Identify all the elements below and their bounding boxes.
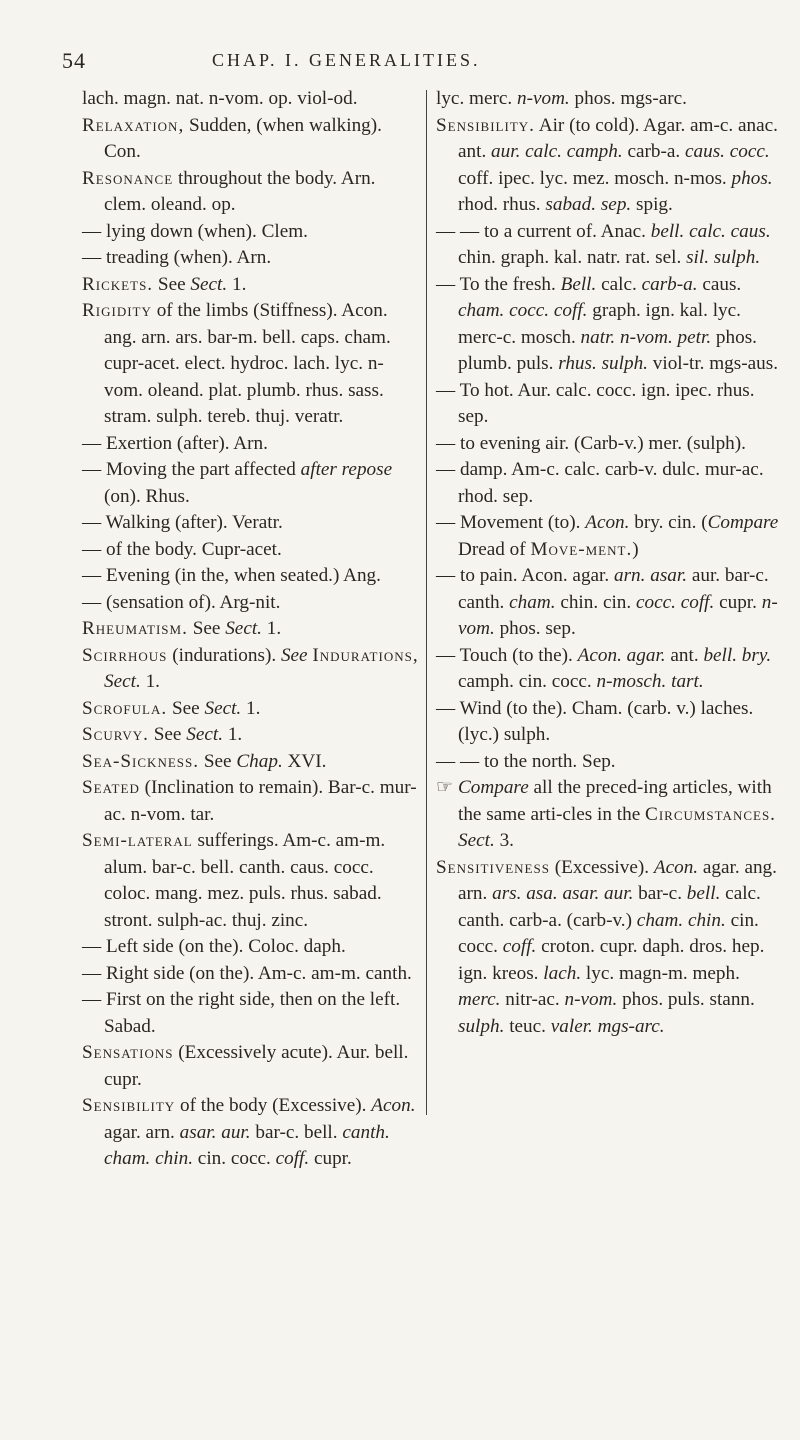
index-entry	[436, 457, 781, 510]
left-column	[82, 86, 422, 1173]
entry-text: merc.	[458, 989, 501, 1010]
entry-text: 3.	[494, 830, 514, 851]
entry-text: aur. bar-c. canth.	[458, 565, 769, 613]
entry-text: See	[148, 724, 187, 745]
entry-text: caus. cocc.	[685, 141, 770, 162]
page-number: 54	[62, 48, 86, 73]
entry-text: aur. calc. camph.	[491, 141, 623, 162]
entry-text: See	[280, 644, 308, 666]
index-entry	[82, 298, 422, 431]
entry-text: Sect.	[225, 618, 262, 639]
index-entry	[82, 166, 422, 219]
entry-heading: Move-ment.	[530, 538, 633, 560]
index-entry	[82, 696, 422, 723]
column-divider	[426, 90, 427, 1115]
entry-text: (indurations).	[167, 644, 281, 666]
entry-heading: Circumstances.	[645, 803, 776, 825]
entry-text: Sect.	[190, 273, 228, 295]
entry-text: rhod. rhus.	[458, 194, 546, 215]
entry-text: of the body (Excessive).	[175, 1095, 372, 1116]
index-entry	[436, 510, 781, 563]
index-entry	[82, 987, 422, 1040]
entry-text: phos. sep.	[494, 618, 576, 639]
entry-heading: Sensibility	[82, 1095, 176, 1116]
entry-text: Sect.	[458, 830, 495, 851]
index-entry	[82, 245, 422, 272]
entry-text: See	[153, 273, 191, 295]
index-entry	[436, 563, 781, 643]
entry-text: See	[187, 618, 226, 639]
index-entry	[82, 431, 422, 458]
entry-text: Compare	[707, 512, 779, 533]
entry-text: phos. plumb. puls.	[458, 326, 757, 374]
index-entry	[82, 219, 422, 246]
entry-text: Chap.	[236, 750, 283, 772]
entry-text: — treading (when). Arn.	[82, 247, 272, 268]
entry-text: bry. cin. (	[629, 512, 708, 533]
index-entry	[82, 590, 422, 617]
entry-heading: Resonance	[82, 167, 174, 189]
index-entry	[436, 749, 781, 776]
entry-text: Acon.	[371, 1095, 416, 1116]
entry-text: teuc.	[504, 1015, 551, 1037]
entry-text: — To the fresh.	[436, 273, 561, 295]
entry-text: (on). Rhus.	[104, 485, 190, 507]
entry-text: asar. aur.	[179, 1121, 251, 1143]
entry-text: carb-a.	[622, 141, 685, 162]
entry-text: nitr-ac.	[500, 989, 565, 1010]
entry-text: — damp. Am-c. calc. carb-v. dulc. mur-ac. rhod. sep.	[436, 459, 764, 507]
entry-text: coff.	[502, 936, 537, 957]
entry-text: — Wind (to the). Cham. (carb. v.) laches. (lyc.) sulph.	[436, 697, 754, 745]
entry-heading: Seated	[82, 777, 140, 798]
index-entry	[436, 113, 781, 219]
entry-text: phos. mgs-arc.	[569, 88, 687, 109]
entry-text: cham.	[509, 591, 556, 613]
entry-text: agar. arn.	[104, 1121, 180, 1143]
entry-heading: Rickets.	[82, 273, 154, 295]
entry-text: — First on the right side, then on the left. Sabad.	[82, 989, 401, 1037]
entry-text: Acon.	[653, 856, 699, 878]
entry-text: calc.	[596, 273, 642, 295]
entry-text: — Evening (in the, when seated.) Ang.	[82, 565, 381, 586]
entry-text: 1.	[227, 273, 247, 295]
entry-text: of the limbs (Stiffness). Acon. ang. arn. ars. bar-m. bell. caps. cham. cupr-acet. elect. hydroc. lach. lyc. n-vom. oleand. plat. plumb. rhus. sass. stram. sulph. tereb. thuj. veratr.	[104, 300, 391, 427]
entry-text: Sect.	[204, 697, 242, 719]
entry-text: bar-c. bell.	[250, 1121, 343, 1143]
entry-text: — — to the north. Sep.	[436, 750, 616, 772]
index-entry	[82, 563, 422, 590]
index-entry	[82, 1040, 422, 1093]
entry-text: — Touch (to the).	[436, 644, 578, 666]
entry-text: phos.	[731, 167, 773, 189]
entry-text: Compare	[458, 777, 529, 798]
entry-text: Sect.	[104, 671, 141, 692]
index-entry	[436, 86, 781, 113]
entry-heading: Sensitiveness	[436, 856, 550, 878]
entry-text: sufferings. Am-c. am-m. alum. bar-c. bell. canth. caus. cocc. coloc. mang. mez. puls. rhus. sabad. stront. sulph-ac. thuj. zinc.	[104, 830, 386, 931]
index-entry	[82, 828, 422, 934]
entry-text: (Inclination to remain). Bar-c. mur-ac. n-vom. tar.	[104, 777, 417, 825]
entry-text: agar. ang. arn.	[458, 856, 777, 904]
index-entry	[82, 113, 422, 166]
index-entry	[436, 696, 781, 749]
index-entry	[436, 855, 781, 1041]
entry-text: sabad. sep.	[545, 194, 632, 215]
index-entry	[82, 510, 422, 537]
entry-text: Bell.	[560, 273, 597, 295]
entry-heading: Relaxation,	[82, 114, 185, 136]
entry-text: — Right side (on the). Am-c. am-m. canth.	[82, 962, 412, 984]
entry-heading: Scurvy.	[82, 724, 149, 745]
entry-text: — to pain. Acon. agar.	[436, 565, 614, 586]
entry-text: carb-a.	[641, 273, 698, 295]
entry-text: — to evening air. (Carb-v.) mer. (sulph).	[436, 432, 746, 454]
entry-text: bell. bry.	[703, 644, 772, 666]
index-entry	[436, 272, 781, 378]
entry-text: caus.	[697, 273, 742, 295]
entry-text: n-mosch. tart.	[596, 671, 704, 692]
entry-text: coff. ipec. lyc. mez. mosch. n-mos.	[458, 167, 732, 189]
entry-text: 1.	[223, 724, 243, 745]
entry-text: cupr.	[309, 1148, 352, 1169]
entry-text: See	[167, 697, 205, 719]
index-entry	[82, 1093, 422, 1173]
entry-text: lyc. magn-m. meph.	[581, 962, 740, 984]
entry-text: n-vom.	[458, 591, 778, 639]
entry-text: calc. canth. carb-a. (carb-v.)	[458, 883, 761, 931]
index-entry	[436, 378, 781, 431]
entry-text: — lying down (when). Clem.	[82, 220, 308, 242]
entry-text: (Excessive).	[549, 856, 654, 878]
entry-heading: Sea-Sickness.	[82, 750, 200, 772]
entry-text: 1.	[261, 618, 282, 639]
entry-text: — of the body. Cupr-acet.	[82, 538, 282, 560]
entry-text: — Left side (on the). Coloc. daph.	[82, 936, 346, 957]
entry-text: phos. puls. stann.	[617, 989, 755, 1010]
entry-text: n-vom.	[564, 989, 618, 1010]
entry-text: bar-c.	[633, 883, 687, 904]
entry-text: arn. asar.	[613, 565, 688, 586]
index-entry	[436, 431, 781, 458]
entry-text: XVI.	[282, 750, 327, 772]
entry-text: throughout the body. Arn. clem. oleand. op.	[104, 167, 376, 215]
index-entry	[82, 537, 422, 564]
entry-text: n-vom.	[516, 88, 570, 109]
entry-text: spig.	[631, 194, 673, 215]
entry-text: chin. graph. kal. natr. rat. sel.	[458, 247, 687, 268]
running-head: CHAP. I. GENERALITIES.	[212, 50, 481, 70]
entry-heading: Sensibility.	[436, 114, 535, 136]
entry-heading: Semi-lateral	[82, 830, 193, 851]
page-header	[62, 34, 762, 74]
entry-heading: Rigidity	[82, 300, 152, 321]
entry-text: cocc. coff.	[635, 591, 715, 613]
entry-text: croton. cupr. daph. dros. hep. ign. kreos.	[458, 936, 765, 984]
entry-text: Air (to cold). Agar. am-c. anac. ant.	[458, 114, 778, 162]
entry-text: Acon.	[585, 512, 630, 533]
entry-text: ant.	[665, 644, 704, 666]
entry-text: — Moving the part affected	[82, 459, 301, 480]
index-entry	[82, 775, 422, 828]
entry-text: See	[199, 750, 237, 772]
entry-text: ars. asa. asar. aur.	[492, 883, 634, 904]
entry-text: cham. chin.	[636, 909, 726, 931]
entry-text: all the preced-ing articles, with the same arti-cles in the	[458, 777, 772, 825]
entry-text: lach. magn. nat. n-vom. op. viol-od.	[82, 88, 358, 109]
entry-heading: Scirrhous	[82, 644, 168, 666]
entry-text: canth. cham. chin.	[104, 1121, 390, 1169]
entry-text: — Exertion (after). Arn.	[82, 432, 268, 454]
entry-text: sil. sulph.	[686, 247, 761, 268]
entry-text: after repose	[300, 459, 393, 480]
entry-heading: Indurations,	[312, 644, 419, 666]
index-entry	[82, 86, 422, 113]
entry-text: bell. calc. caus.	[650, 220, 771, 242]
index-entry	[82, 722, 422, 749]
entry-text: natr. n-vom. petr.	[580, 326, 712, 348]
entry-text: cham. cocc. coff.	[458, 300, 588, 321]
entry-text: 1.	[140, 671, 160, 692]
entry-text: camph. cin. cocc.	[458, 671, 597, 692]
entry-text: viol-tr. mgs-aus.	[647, 353, 779, 374]
entry-text: — Walking (after). Veratr.	[82, 512, 283, 533]
entry-text: — — to a current of. Anac.	[436, 220, 651, 242]
entry-text: 1.	[241, 697, 261, 719]
entry-heading: Scrofula.	[82, 697, 168, 719]
entry-heading: Rheumatism.	[82, 618, 188, 639]
entry-text: Acon. agar.	[577, 644, 666, 666]
index-entry	[436, 643, 781, 696]
index-entry	[82, 272, 422, 299]
entry-text: cin. cocc.	[193, 1148, 276, 1169]
entry-text: Sect.	[186, 724, 224, 745]
entry-text: chin. cin.	[555, 591, 636, 613]
entry-text: cin. cocc.	[458, 909, 759, 957]
entry-text: Sudden, (when walking). Con.	[104, 114, 382, 162]
index-entry	[82, 961, 422, 988]
entry-text: bell.	[686, 883, 721, 904]
entry-text: lyc. merc.	[436, 88, 517, 109]
entry-text: — (sensation of). Arg-nit.	[82, 591, 281, 613]
entry-text: cupr.	[714, 591, 762, 613]
entry-text: coff.	[275, 1148, 310, 1169]
entry-text: sulph.	[458, 1015, 505, 1037]
entry-text: ☞	[436, 777, 458, 798]
index-entry	[82, 643, 422, 696]
entry-text: valer. mgs-arc.	[550, 1015, 665, 1037]
index-entry	[436, 219, 781, 272]
entry-text: (Excessively acute). Aur. bell. cupr.	[104, 1042, 409, 1090]
entry-text: — To hot. Aur. calc. cocc. ign. ipec. rhus. sep.	[436, 379, 755, 427]
entry-text: lach.	[543, 962, 582, 984]
index-entry	[436, 775, 781, 855]
index-entry	[82, 934, 422, 961]
entry-text: — Movement (to).	[436, 512, 586, 533]
index-entry	[82, 616, 422, 643]
index-entry	[82, 749, 422, 776]
entry-text: graph. ign. kal. lyc. merc-c. mosch.	[458, 300, 741, 348]
index-entry	[82, 457, 422, 510]
entry-heading: Sensations	[82, 1042, 174, 1063]
entry-text: rhus. sulph.	[558, 353, 648, 374]
entry-text: Dread of	[458, 538, 531, 560]
entry-text: )	[632, 538, 639, 560]
right-column	[436, 86, 781, 1040]
